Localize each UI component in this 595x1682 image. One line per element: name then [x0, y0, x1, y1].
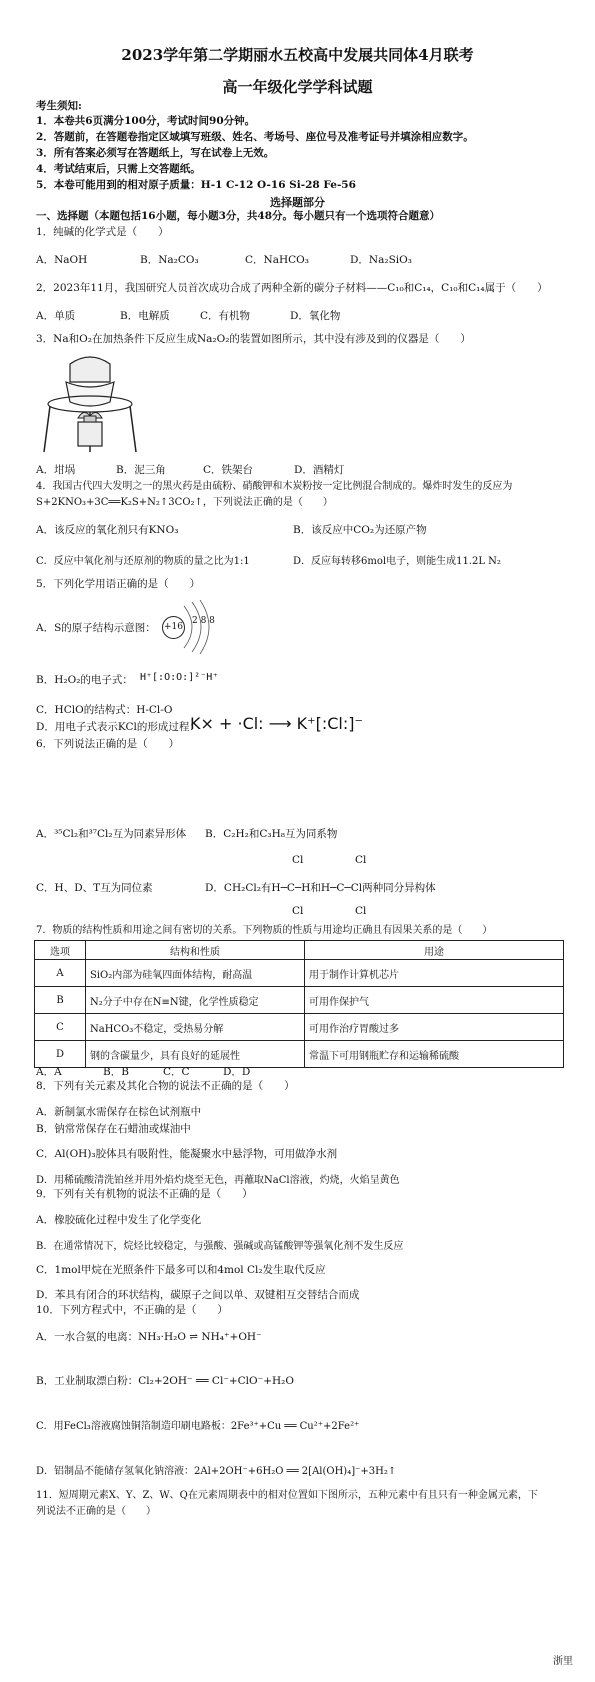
q1-opt-a: A．NaOH — [36, 254, 88, 266]
q7-opt-c: C．C — [163, 1066, 190, 1078]
notice-item: 2．答题前，在答题卷指定区域填写班级、姓名、考场号、座位号及准考证号并填涂相应数字。 — [36, 131, 474, 143]
part-title: 一、选择题（本题包括16小题，每小题3分，共48分。每小题只有一个选项符合题意） — [36, 210, 441, 222]
q7-opt-d: D．D — [223, 1066, 251, 1078]
q6-opt-d: D．CH₂Cl₂有H─C─H和H─C─Cl两种同分异构体 — [205, 882, 436, 894]
table-cell: A — [35, 960, 86, 987]
q5-stem: 5．下列化学用语正确的是（ ） — [36, 578, 201, 590]
q10-opt-d: D．铝制品不能储存氢氧化钠溶液：2Al+2OH⁻+6H₂O ══ 2[Al(OH)₄]⁻+3H₂↑ — [36, 1466, 397, 1477]
section-title: 选择题部分 — [270, 196, 325, 209]
table-cell: D — [35, 1041, 86, 1068]
exam-title: 2023学年第二学期丽水五校高中发展共同体4月联考 — [121, 46, 474, 64]
electron-shells — [178, 600, 218, 655]
q1-stem: 1．纯碱的化学式是（ ） — [36, 226, 169, 238]
q7-table — [34, 940, 564, 1068]
q9-opt-b: B．在通常情况下，烷烃比较稳定，与强酸、强碱或高锰酸钾等强氧化剂不发生反应 — [36, 1241, 404, 1252]
table-cell: NaHCO₃不稳定，受热易分解 — [86, 1014, 305, 1041]
q2-opt-a: A．单质 — [36, 310, 76, 322]
electron-shell-counts: 2 8 8 — [192, 616, 215, 626]
q2-opt-d: D．氧化物 — [290, 310, 341, 322]
table-cell: B — [35, 987, 86, 1014]
q7-opt-b: B．B — [103, 1066, 129, 1078]
apparatus-figure — [40, 352, 140, 457]
q8-stem: 8．下列有关元素及其化合物的说法不正确的是（ ） — [36, 1080, 295, 1092]
q10-opt-b: B．工业制取漂白粉：Cl₂+2OH⁻ ══ Cl⁻+ClO⁻+H₂O — [36, 1375, 294, 1387]
table-cell: C — [35, 1014, 86, 1041]
kcl-formation-formula: K× + ·Cl: ⟶ K⁺[:Cl:]⁻ — [190, 714, 363, 733]
q9-stem: 9．下列有关有机物的说法不正确的是（ ） — [36, 1188, 253, 1200]
q5-opt-d: D．用电子式表示KCl的形成过程： — [36, 721, 200, 733]
q4-stem: 4．我国古代四大发明之一的黑火药是由硫粉、硝酸钾和木炭粉按一定比例混合制成的。爆炸时发生的反应为 — [36, 481, 513, 492]
q9-opt-c: C．1mol甲烷在光照条件下最多可以和4mol Cl₂发生取代反应 — [36, 1264, 326, 1276]
table-cell: 常温下可用钢瓶贮存和运输稀硫酸 — [305, 1041, 564, 1068]
q9-opt-d: D．苯具有闭合的环状结构，碳原子之间以单、双键相互交替结合而成 — [36, 1289, 360, 1301]
notice-item: 3．所有答案必须写在答题纸上，写在试卷上无效。 — [36, 147, 275, 159]
h2o2-electron-formula: H⁺[:O:O:]²⁻H⁺ — [140, 672, 219, 683]
table-cell: 钢的含碳量少，具有良好的延展性 — [86, 1041, 305, 1068]
q11-stem-cont: 列说法不正确的是（ ） — [36, 1506, 156, 1517]
table-cell: N₂分子中存在N≡N键，化学性质稳定 — [86, 987, 305, 1014]
notice-item: 1．本卷共6页满分100分，考试时间90分钟。 — [36, 115, 256, 127]
q6-opt-a: A．³⁵Cl₂和³⁷Cl₂互为同素异形体 — [36, 828, 187, 840]
q4-stem-cont: S+2KNO₃+3C══K₂S+N₂↑3CO₂↑，下列说法正确的是（ ） — [36, 497, 333, 508]
table-header: 选项 — [35, 941, 86, 960]
q6-opt-b: B．C₂H₂和C₃H₈互为同系物 — [205, 828, 338, 840]
q1-opt-d: D．Na₂SiO₃ — [350, 254, 412, 266]
q3-opt-b: B．泥三角 — [116, 464, 166, 476]
table-row — [35, 987, 564, 1014]
q2-stem: 2．2023年11月，我国研究人员首次成功合成了两种全新的碳分子材料——C₁₀和C₁₄，C₁₀和C₁₄属于（ ） — [36, 282, 548, 294]
q11-stem: 11．短周期元素X、Y、Z、W、Q在元素周期表中的相对位置如下图所示，五种元素中有且只有一种金属元素，下 — [36, 1490, 538, 1501]
q6-cl-top-2: Cl — [355, 854, 367, 866]
q10-stem: 10．下列方程式中，不正确的是（ ） — [36, 1304, 228, 1316]
table-row — [35, 960, 564, 987]
q8-opt-a: A．新制氯水需保存在棕色试剂瓶中 — [36, 1106, 202, 1118]
q8-opt-d: D．用稀硫酸清洗铂丝并用外焰灼烧至无色，再蘸取NaCl溶液，灼烧，火焰呈黄色 — [36, 1175, 400, 1186]
q2-opt-c: C．有机物 — [200, 310, 251, 322]
q4-opt-b: B．该反应中CO₂为还原产物 — [293, 524, 427, 536]
q5-opt-b: B．H₂O₂的电子式： — [36, 674, 133, 686]
q6-cl-top-1: Cl — [292, 854, 304, 866]
q7-stem: 7．物质的结构性质和用途之间有密切的关系。下列物质的性质与用途均正确且有因果关系的是（ ） — [36, 925, 493, 936]
exam-subtitle: 高一年级化学学科试题 — [222, 78, 373, 96]
q3-opt-d: D．酒精灯 — [294, 464, 345, 476]
table-header: 用途 — [305, 941, 564, 960]
q6-opt-c: C．H、D、T互为同位素 — [36, 882, 153, 894]
notice-item: 4．考试结束后，只需上交答题纸。 — [36, 163, 201, 175]
q5-opt-c: C．HClO的结构式：H-Cl-O — [36, 704, 173, 716]
atom-nucleus: +16 — [162, 616, 185, 639]
table-cell: 可用作保护气 — [305, 987, 564, 1014]
q2-opt-b: B．电解质 — [120, 310, 170, 322]
q3-stem: 3．Na和O₂在加热条件下反应生成Na₂O₂的装置如图所示，其中没有涉及到的仪器是（ ） — [36, 333, 471, 345]
q8-opt-b: B．钠常常保存在石蜡油或煤油中 — [36, 1123, 191, 1135]
q4-opt-c: C．反应中氧化剂与还原剂的物质的量之比为1:1 — [36, 556, 250, 567]
table-cell: 用于制作计算机芯片 — [305, 960, 564, 987]
q4-opt-a: A．该反应的氧化剂只有KNO₃ — [36, 524, 179, 536]
q9-opt-a: A．橡胶硫化过程中发生了化学变化 — [36, 1214, 202, 1226]
q10-opt-a: A．一水合氨的电离：NH₃·H₂O ⇌ NH₄⁺+OH⁻ — [36, 1331, 262, 1343]
q4-opt-d: D．反应每转移6mol电子，则能生成11.2L N₂ — [293, 556, 501, 567]
q6-cl-bottom-1: Cl — [292, 905, 304, 917]
q6-cl-bottom-2: Cl — [355, 905, 367, 917]
table-header: 结构和性质 — [86, 941, 305, 960]
table-row — [35, 1014, 564, 1041]
page-footer: 浙里 — [553, 1656, 573, 1667]
notice-head: 考生须知: — [36, 100, 82, 112]
table-cell: 可用作治疗胃酸过多 — [305, 1014, 564, 1041]
q1-opt-c: C．NaHCO₃ — [245, 254, 309, 266]
q3-opt-a: A．坩埚 — [36, 464, 76, 476]
q7-opt-a: A．A — [36, 1066, 62, 1078]
table-cell: SiO₂内部为硅氧四面体结构，耐高温 — [86, 960, 305, 987]
q10-opt-c: C．用FeCl₃溶液腐蚀铜箔制造印刷电路板：2Fe³⁺+Cu ══ Cu²⁺+2Fe²⁺ — [36, 1421, 360, 1432]
notice-item: 5．本卷可能用到的相对原子质量：H-1 C-12 O-16 Si-28 Fe-56 — [36, 179, 356, 191]
q8-opt-c: C．Al(OH)₃胶体具有吸附性，能凝聚水中悬浮物，可用做净水剂 — [36, 1148, 338, 1160]
q1-opt-b: B．Na₂CO₃ — [140, 254, 199, 266]
q3-opt-c: C．铁架台 — [203, 464, 254, 476]
q6-stem: 6．下列说法正确的是（ ） — [36, 738, 180, 750]
q5-opt-a: A．S的原子结构示意图： — [36, 622, 156, 634]
